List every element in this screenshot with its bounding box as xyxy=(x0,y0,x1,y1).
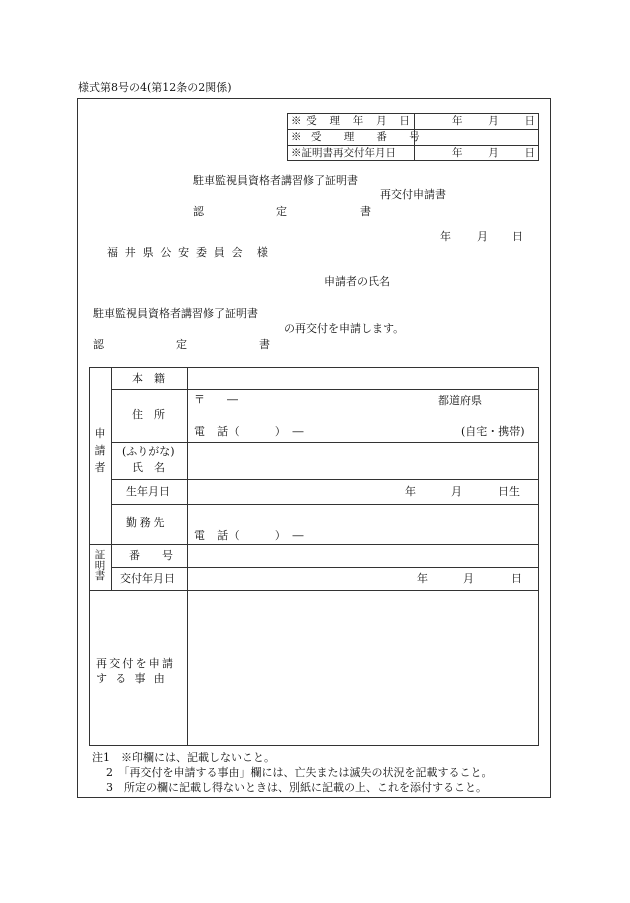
applicant-name-label: 申請者の氏名 xyxy=(324,275,390,288)
form-number: 様式第8号の4(第12条の2関係) xyxy=(78,81,232,94)
name-field[interactable] xyxy=(188,443,538,479)
address-phone: 電 話（ ） ― xyxy=(194,425,304,438)
issue-date-field[interactable] xyxy=(188,568,538,590)
date-month: 月 xyxy=(477,230,488,243)
address-postal: 〒 ― xyxy=(194,393,238,406)
birthdate-label: 生年月日 xyxy=(126,485,170,498)
name-label: 氏 名 xyxy=(132,461,165,474)
office-received-number-label: ※受 理 番 号 xyxy=(291,131,430,143)
date-year: 年 xyxy=(440,230,451,243)
birthdate-field[interactable] xyxy=(188,480,538,504)
addressee: 福 井 県 公 安 委 員 会 様 xyxy=(107,246,270,259)
note-1: 注1 ※印欄には、記載しないこと。 xyxy=(92,751,275,764)
workplace-phone: 電 話（ ） ― xyxy=(194,529,304,542)
title-line-2: 再交付申請書 xyxy=(380,188,446,201)
name-furigana-label: (ふりがな) xyxy=(122,445,175,458)
office-reissue-date-label: ※証明書再交付年月日 xyxy=(291,147,396,159)
office-received-date-value: 年 月 日 xyxy=(452,115,537,127)
issue-date-label: 交付年月日 xyxy=(120,572,175,585)
workplace-label: 勤務先 xyxy=(126,516,168,529)
address-field[interactable] xyxy=(188,390,538,442)
workplace-field[interactable] xyxy=(188,505,538,544)
cert-number-field[interactable] xyxy=(188,545,538,567)
note-3: 3 所定の欄に記載し得ないときは、別紙に記載の上、これを添付すること。 xyxy=(106,781,487,794)
honseki-field[interactable] xyxy=(188,368,538,389)
address-phone-type: (自宅・携帯) xyxy=(461,425,525,438)
date-day: 日 xyxy=(512,230,523,243)
birthdate-year: 年 xyxy=(405,485,416,498)
title-char-2: 定 xyxy=(276,205,287,218)
issue-date-year: 年 xyxy=(417,572,428,585)
reason-label-line-1: 再交付を申請 xyxy=(96,657,176,670)
title-line-1: 駐車監視員資格者講習修了証明書 xyxy=(193,174,358,187)
office-reissue-date-value: 年 月 日 xyxy=(452,147,537,159)
office-received-date-label: ※受 理 年 月 日 xyxy=(291,115,415,127)
statement-char-2: 定 xyxy=(176,338,187,351)
applicant-group-label: 申請者 xyxy=(94,427,106,475)
birthdate-month: 月 xyxy=(451,485,462,498)
statement-line-1: 駐車監視員資格者講習修了証明書 xyxy=(93,307,258,320)
cert-number-label: 番 号 xyxy=(129,549,173,562)
statement-char-1: 認 xyxy=(93,338,104,351)
title-char-3: 書 xyxy=(360,205,371,218)
statement-line-2: の再交付を申請します。 xyxy=(284,322,405,335)
honseki-label: 本 籍 xyxy=(132,372,165,385)
address-label: 住 所 xyxy=(132,408,165,421)
title-char-1: 認 xyxy=(193,205,204,218)
reason-field[interactable] xyxy=(188,591,538,745)
issue-date-month: 月 xyxy=(463,572,474,585)
certificate-group-label: 証明書 xyxy=(94,549,106,582)
note-2: 2 「再交付を申請する事由」欄には、亡失または滅失の状況を記載すること。 xyxy=(106,766,493,779)
address-prefecture: 都道府県 xyxy=(438,394,482,407)
birthdate-day: 日生 xyxy=(498,485,520,498)
reason-label-line-2: する事由 xyxy=(96,672,173,685)
issue-date-day: 日 xyxy=(511,572,522,585)
statement-char-3: 書 xyxy=(259,338,270,351)
